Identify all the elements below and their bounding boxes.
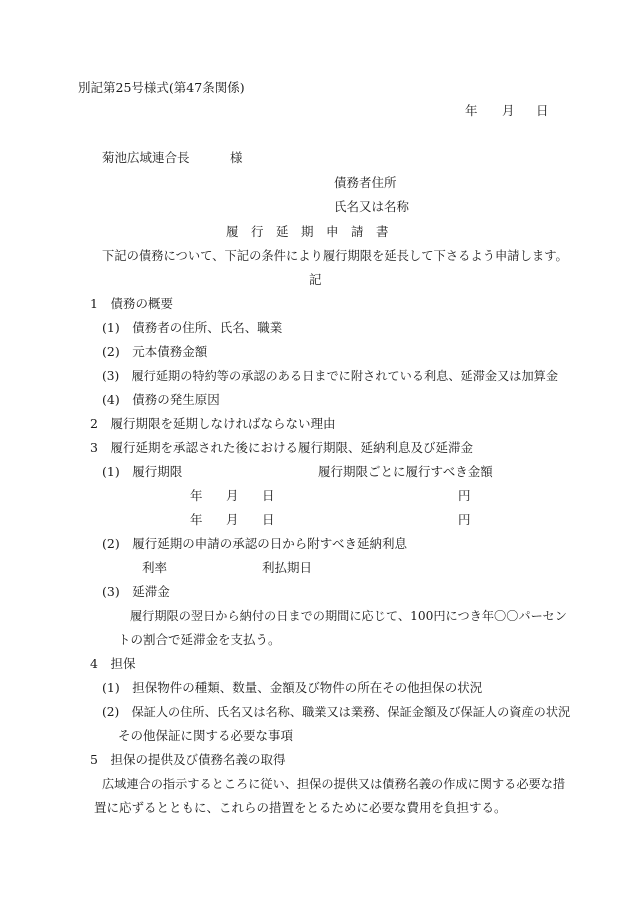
section-1-item: (4) 債務の発生原因 [102,392,220,407]
applicant-address-label: 債務者住所 [334,175,397,190]
section-1-heading: 1 債務の概要 [90,296,173,311]
section-3-heading: 3 履行延期を承認された後における履行期限、延納利息及び延滞金 [90,440,473,455]
addressee-name: 菊池広域連合長 [102,150,190,165]
date-year-label: 年 [465,103,478,118]
section-1-item: (3) 履行延期の特約等の承認のある日までに附されている利息、延滞金又は加算金 [102,369,559,383]
document-title: 履 行 延 期 申 請 書 [226,224,389,239]
interest-label: (2) 履行延期の申請の承認の日から附すべき延納利息 [102,536,407,551]
form-number: 別記第25号様式(第47条関係) [78,80,245,95]
addressee-honorific: 様 [230,150,243,165]
section-1-item: (2) 元本債務金額 [102,344,208,359]
payday-label: 利払期日 [262,560,313,575]
section-5-text-line2: 置に応ずるとともに、これらの措置をとるために必要な費用を負担する。 [94,800,507,815]
section-5-heading: 5 担保の提供及び債務名義の取得 [90,752,286,767]
guarantor-item-line2: その他保証に関する必要な事項 [118,728,294,743]
row-1-year: 年 [190,488,203,503]
section-1-item: (1) 債務者の住所、氏名、職業 [102,320,283,335]
applicant-name-label: 氏名又は名称 [334,199,410,214]
section-5-text-line1: 広域連合の指示するところに従い、担保の提供又は債務名義の作成に関する必要な措 [102,777,566,791]
row-1-month: 月 [226,488,239,503]
row-2-month: 月 [226,512,239,527]
rate-label: 利率 [142,560,168,575]
intro-text: 下記の債務について、下記の条件により履行期限を延長して下さるよう申請します。 [102,249,568,263]
date-month-label: 月 [502,103,515,118]
section-4-heading: 4 担保 [90,656,136,671]
row-1-day: 日 [262,488,275,503]
section-2-heading: 2 履行期限を延期しなければならない理由 [90,416,336,431]
deadline-label: (1) 履行期限 [102,464,183,479]
amount-label: 履行期限ごとに履行すべき金額 [318,464,493,479]
late-fee-label: (3) 延滞金 [102,584,170,599]
row-2-day: 日 [262,512,275,527]
date-day-label: 日 [536,103,549,118]
ki-label: 記 [309,272,322,287]
row-2-year: 年 [190,512,203,527]
late-fee-text-line1: 履行期限の翌日から納付の日までの期間に応じて、100円につき年〇〇パーセン [130,609,567,623]
guarantor-item-line1: (2) 保証人の住所、氏名又は名称、職業又は業務、保証金額及び保証人の資産の状況 [102,705,571,719]
late-fee-text-line2: トの割合で延滞金を支払う。 [118,632,281,647]
row-1-yen: 円 [458,488,471,503]
collateral-item: (1) 担保物件の種類、数量、金額及び物件の所在その他担保の状況 [102,680,483,695]
row-2-yen: 円 [458,512,471,527]
